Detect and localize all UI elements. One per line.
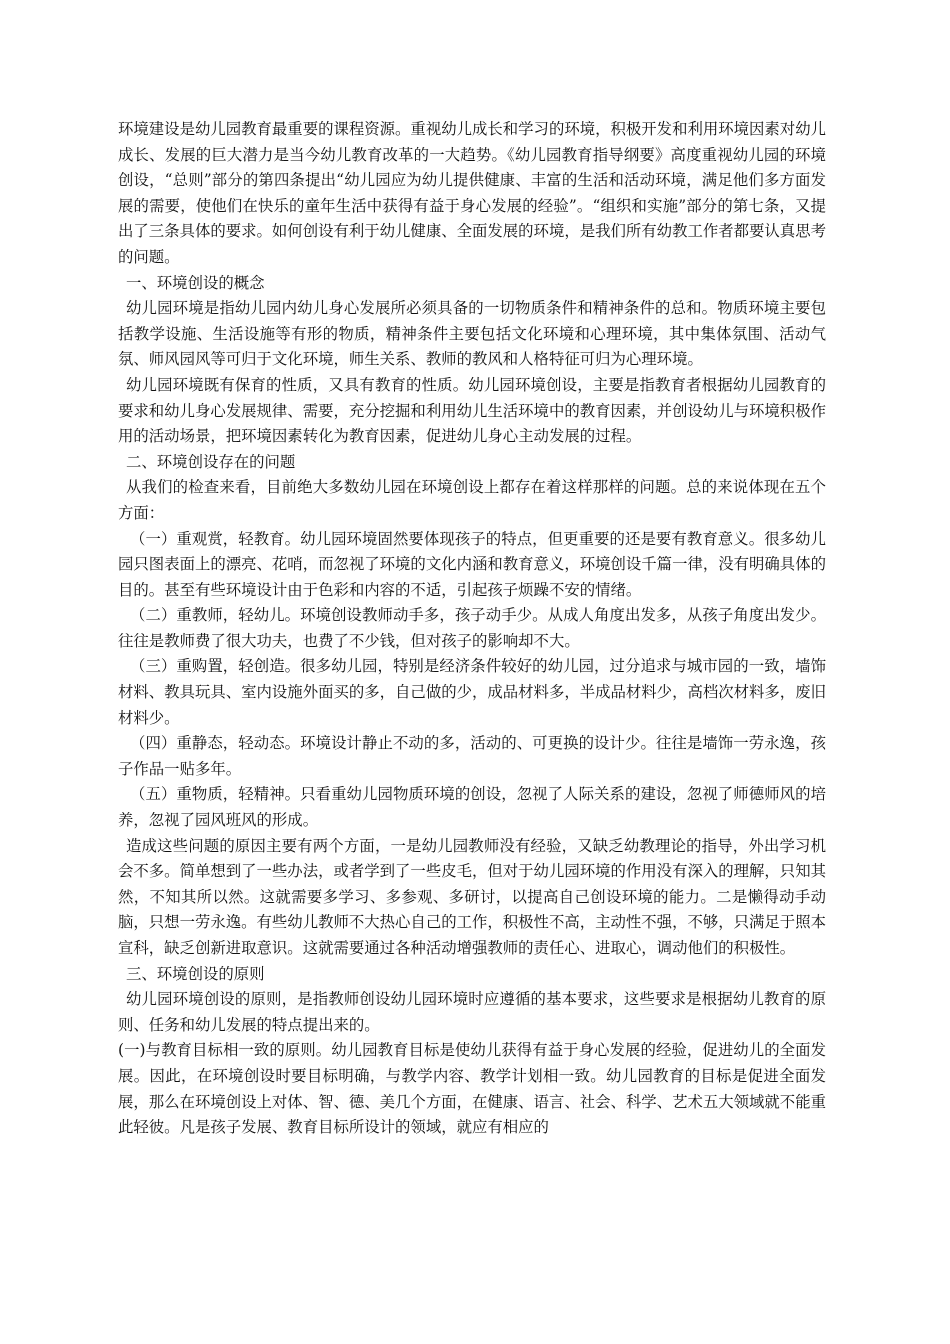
document-body [118, 117, 826, 1141]
paragraph-problems-intro: 从我们的检查来看，目前绝大多数幼儿园在环境创设上都存在着这样那样的问题。总的来说体现在五个方面： [118, 478, 826, 522]
paragraph-nature: 幼儿园环境既有保育的性质，又具有教育的性质。幼儿园环境创设，主要是指教育者根据幼儿园教育的要求和幼儿身心发展规律、需要，充分挖掘和利用幼儿生活环境中的教育因素，并创设幼儿与环境积极作用的活动场景，把环境因素转化为教育因素，促进幼儿身心主动发展的过程。 [118, 375, 826, 446]
problem-item-1: （一）重观赏，轻教育。幼儿园环境固然要体现孩子的特点，但更重要的还是要有教育意义。很多幼儿园只图表面上的漂亮、花哨，而忽视了环境的文化内涵和教育意义，环境创设千篇一律，没有明确具体的目的。甚至有些环境设计由于色彩和内容的不适，引起孩子烦躁不安的情绪。 [118, 529, 826, 599]
problem-item-5: （五）重物质，轻精神。只看重幼儿园物质环境的创设，忽视了人际关系的建设，忽视了师德师风的培养，忽视了园风班风的形成。 [118, 785, 826, 830]
paragraph-principles-intro: 幼儿园环境创设的原则，是指教师创设幼儿园环境时应遵循的基本要求，这些要求是根据幼儿教育的原则、任务和幼儿发展的特点提出来的。 [118, 990, 826, 1034]
problem-item-2: （二）重教师，轻幼儿。环境创设教师动手多，孩子动手少。从成人角度出发多，从孩子角度出发少。往往是教师费了很大功夫，也费了不少钱，但对孩子的影响却不大。 [118, 606, 826, 650]
section-heading-problems: 二、环境创设存在的问题 [126, 452, 296, 471]
paragraph-causes: 造成这些问题的原因主要有两个方面，一是幼儿园教师没有经验，又缺乏幼教理论的指导，外出学习机会不多。简单想到了一些办法，或者学到了一些皮毛，但对于幼儿园环境的作用没有深入的理解，只知其然，不知其所以然。这就需要多学习、多参观、多研讨，以提高自己创设环境的能力。二是懒得动手动脑，只想一劳永逸。有些幼儿教师不大热心自己的工作，积极性不高，主动性不强，不够，只满足于照本宣科，缺乏创新进取意识。这就需要通过各种活动增强教师的责任心、进取心，调动他们的积极性。 [118, 836, 826, 957]
problem-item-4: （四）重静态，轻动态。环境设计静止不动的多，活动的、可更换的设计少。往往是墙饰一劳永逸，孩子作品一贴多年。 [118, 734, 826, 778]
paragraph-definition: 幼儿园环境是指幼儿园内幼儿身心发展所必须具备的一切物质条件和精神条件的总和。物质环境主要包括教学设施、生活设施等有形的物质，精神条件主要包括文化环境和心理环境，其中集体氛围、活动气氛、师风园风等可归于文化环境，师生关系、教师的教风和人格特征可归为心理环境。 [118, 299, 826, 369]
section-heading-concept: 一、环境创设的概念 [126, 273, 265, 292]
intro-paragraph: 环境建设是幼儿园教育最重要的课程资源。重视幼儿成长和学习的环境，积极开发和利用环境因素对幼儿成长、发展的巨大潜力是当今幼儿教育改革的一大趋势。《幼儿园教育指导纲要》高度重视幼儿园的环境创设，“总则”部分的第四条提出“幼儿园应为幼儿提供健康、丰富的生活和活动环境，满足他们多方面发展的需要，使他们在快乐的童年生活中获得有益于身心发展的经验”。“组织和实施”部分的第七条，又提出了三条具体的要求。如何创设有利于幼儿健康、全面发展的环境，是我们所有幼教工作者都要认真思考的问题。 [118, 120, 826, 266]
problem-item-3: （三）重购置，轻创造。很多幼儿园，特别是经济条件较好的幼儿园，过分追求与城市园的一致，墙饰材料、教具玩具、室内设施外面买的多，自己做的少，成品材料多，半成品材料少，高档次材料多，废旧材料少。 [118, 657, 826, 727]
section-heading-principles: 三、环境创设的原则 [126, 964, 265, 983]
principle-item-1: (一)与教育目标相一致的原则。幼儿园教育目标是使幼儿获得有益于身心发展的经验，促进幼儿的全面发展。因此，在环境创设时要目标明确，与教学内容、教学计划相一致。幼儿园教育的目标是促进全面发展，那么在环境创设上对体、智、德、美几个方面，在健康、语言、社会、科学、艺术五大领域就不能重此轻彼。凡是孩子发展、教育目标所设计的领域，就应有相应的 [118, 1041, 826, 1137]
